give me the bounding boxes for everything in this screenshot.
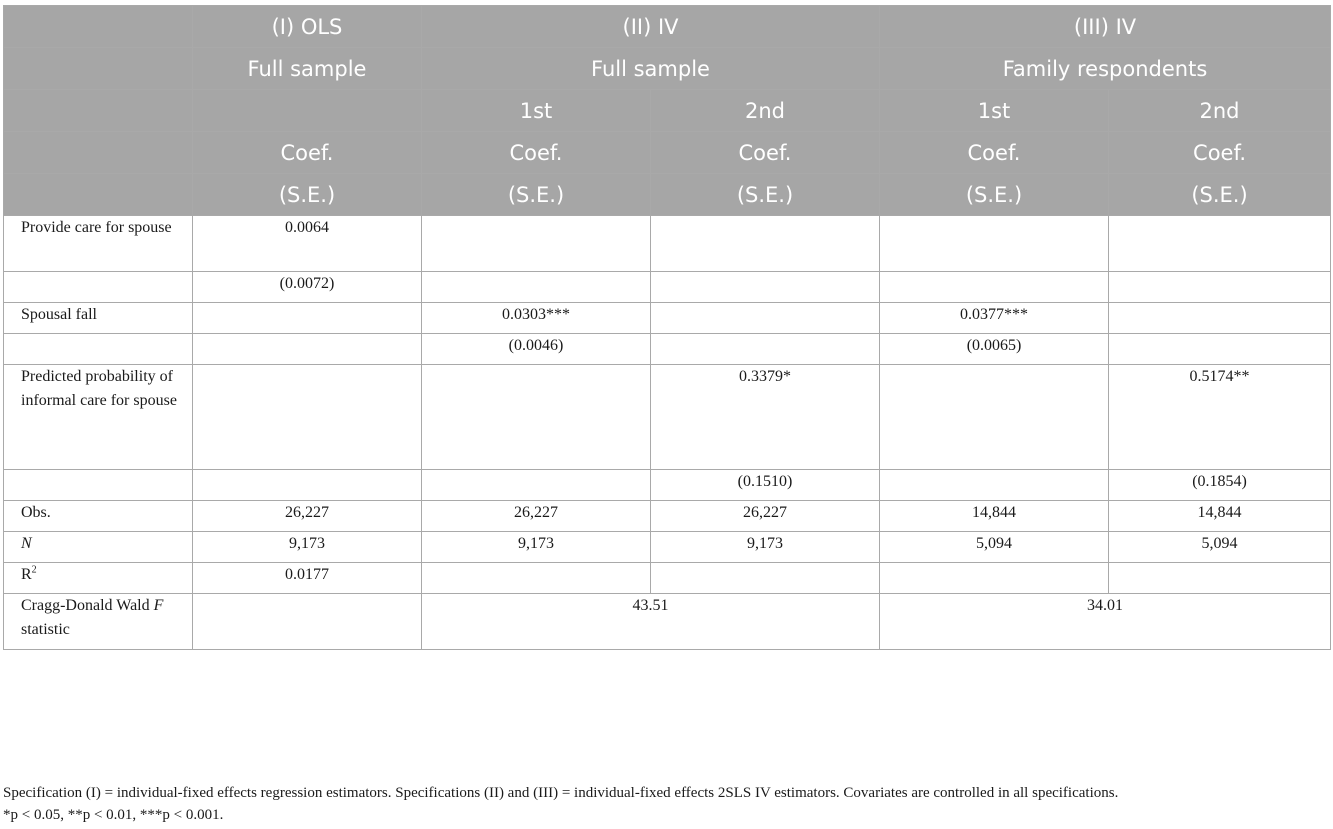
header-spec-1-title: (I) OLS [193,6,422,48]
header-spec-1-sample: Full sample [193,48,422,90]
header-se: (S.E.) [193,174,422,216]
table-row [4,272,1331,303]
header-spec-3-title: (III) IV [880,6,1331,48]
table-body [4,216,1331,650]
row-label-obs: Obs. [4,501,193,532]
cell-se: (0.0046) [422,334,651,365]
header-coef: Coef. [880,132,1109,174]
header-coef: Coef. [1109,132,1331,174]
cell-value: 9,173 [651,532,880,563]
header-coef: Coef. [193,132,422,174]
cell-value: 0.0377*** [880,303,1109,334]
table-row [4,216,1331,272]
header-corner [4,6,193,48]
header-se: (S.E.) [422,174,651,216]
header-se: (S.E.) [651,174,880,216]
header-row-spec [4,6,1331,48]
cell-value: 26,227 [193,501,422,532]
header-spec-2-sample: Full sample [422,48,880,90]
cell-value: 0.0177 [193,563,422,594]
cell-value: 0.0303*** [422,303,651,334]
cell-se: (0.0065) [880,334,1109,365]
cell-value: 34.01 [880,594,1331,650]
header-stage-second: 2nd [1109,90,1331,132]
notes-specification: Specification (I) = individual-fixed effects regression estimators. Specifications (II) and (III) = individual-fixed effects 2SLS IV estimators. Covariates are controlled in all specifications. [3,785,1119,801]
row-label-spousal-fall: Spousal fall [4,303,193,334]
cell-value: 0.3379* [651,365,880,470]
cell-value: 9,173 [193,532,422,563]
header-stage-first: 1st [422,90,651,132]
cell-value: 5,094 [1109,532,1331,563]
table-row [4,563,1331,594]
cell-value: 26,227 [651,501,880,532]
header-stage-first: 1st [880,90,1109,132]
row-label-n: N [4,532,193,563]
row-label-predicted: Predicted probability of informal care for spouse [4,365,193,470]
table-row [4,594,1331,650]
cell-se: (0.0072) [193,272,422,303]
cell-se: (0.1854) [1109,470,1331,501]
cell-value: 26,227 [422,501,651,532]
table-row [4,334,1331,365]
cell-value: 14,844 [1109,501,1331,532]
header-row-coef [4,132,1331,174]
table-notes [3,782,1323,826]
header-coef: Coef. [422,132,651,174]
cell-se: (0.1510) [651,470,880,501]
cell-value: 14,844 [880,501,1109,532]
header-spec-3-sample: Family respondents [880,48,1331,90]
header-row-stage [4,90,1331,132]
regression-table [3,5,1331,650]
notes-significance: *p < 0.05, **p < 0.01, ***p < 0.001. [3,807,224,823]
header-se: (S.E.) [1109,174,1331,216]
row-label-cragg: Cragg-Donald Wald F statistic [4,594,193,650]
table-row [4,365,1331,470]
header-spec-2-title: (II) IV [422,6,880,48]
cell-value: 5,094 [880,532,1109,563]
row-label-provide-care: Provide care for spouse [4,216,193,272]
table-row [4,501,1331,532]
cell-value: 0.0064 [193,216,422,272]
cell-value: 43.51 [422,594,880,650]
row-label-r2: $R^2$ [4,563,193,594]
header-stage-second: 2nd [651,90,880,132]
header-row-sample [4,48,1331,90]
table-row [4,532,1331,563]
table-row [4,470,1331,501]
header-coef: Coef. [651,132,880,174]
cell-value: 0.5174** [1109,365,1331,470]
table-header [4,6,1331,216]
cell-value: 9,173 [422,532,651,563]
header-row-se [4,174,1331,216]
table-row [4,303,1331,334]
header-se: (S.E.) [880,174,1109,216]
